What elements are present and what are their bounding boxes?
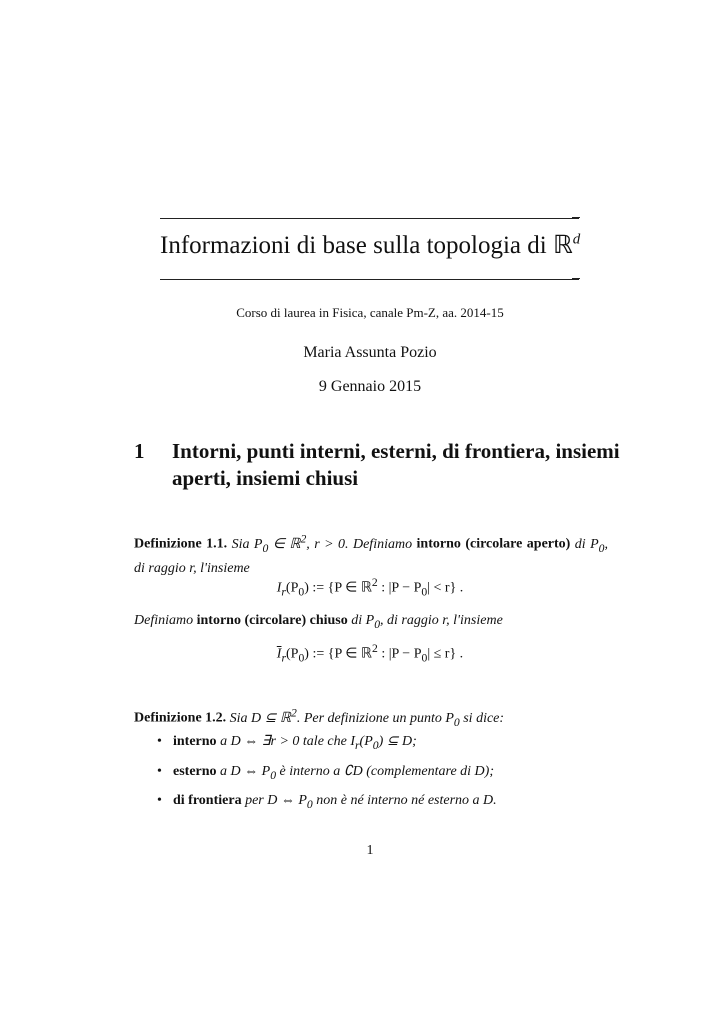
title-superscript: d: [572, 231, 581, 248]
bullet-icon: •: [157, 764, 162, 779]
section-title: Intorni, punti interni, esterni, di frontiera, insiemi aperti, insiemi chiusi: [172, 439, 620, 490]
term-closed-neighborhood: intorno (circolare) chiuso: [196, 613, 348, 628]
definition-1-1: Definizione 1.1. Sia $P_0$ ∈ ℝ$^2$, r > 0. Definiamo intorno (circolare aperto) di $P_0$, di raggio r, l'insieme: [134, 532, 608, 577]
equation-closed-neighborhood: $\overline{I}_r(P_0)$ := {P ∈ ℝ$^2$ : $|P - P_0| \le r$} .: [276, 642, 464, 665]
list-item: • interno a D ⇔ ∃r > 0 tale che $I_r(P_0)$ ⊆ D;: [157, 734, 417, 752]
page-number: 1: [366, 843, 374, 858]
section-number: 1: [134, 439, 145, 463]
title-bottom-rule: [160, 279, 579, 280]
page-title: [160, 230, 580, 260]
list-item: • di frontiera per D ⇔ $P_0$ non è né interno né esterno a D.: [157, 793, 497, 811]
course-line: Corso di laurea in Fisica, canale Pm-Z, aa. 2014-15: [236, 305, 504, 320]
equation-open-neighborhood: $I_r(P_0)$ := {P ∈ ℝ$^2$ : $|P - P_0| < r$} .: [276, 576, 464, 599]
author: Maria Assunta Pozio: [303, 344, 437, 361]
bullet-icon: •: [157, 734, 162, 749]
term-open-neighborhood: intorno (circolare aperto): [416, 536, 571, 552]
title-text: Informazioni di base sulla topologia di ℝ: [160, 232, 573, 259]
list-item: • esterno a D ⇔ $P_0$ è interno a ∁D (complementare di D);: [157, 764, 494, 782]
closed-neighborhood-line: Definiamo intorno (circolare) chiuso di $P_0$, di raggio r, l'insieme: [134, 613, 503, 631]
date: 9 Gennaio 2015: [318, 378, 422, 395]
definition-label: Definizione 1.2.: [134, 710, 227, 726]
bullet-icon: •: [157, 793, 162, 808]
definition-1-2: Definizione 1.2. Sia D ⊆ ℝ$^2$. Per definizione un punto $P_0$ si dice:: [134, 706, 505, 729]
definition-label: Definizione 1.1.: [134, 536, 228, 552]
title-top-rule: [160, 218, 579, 219]
